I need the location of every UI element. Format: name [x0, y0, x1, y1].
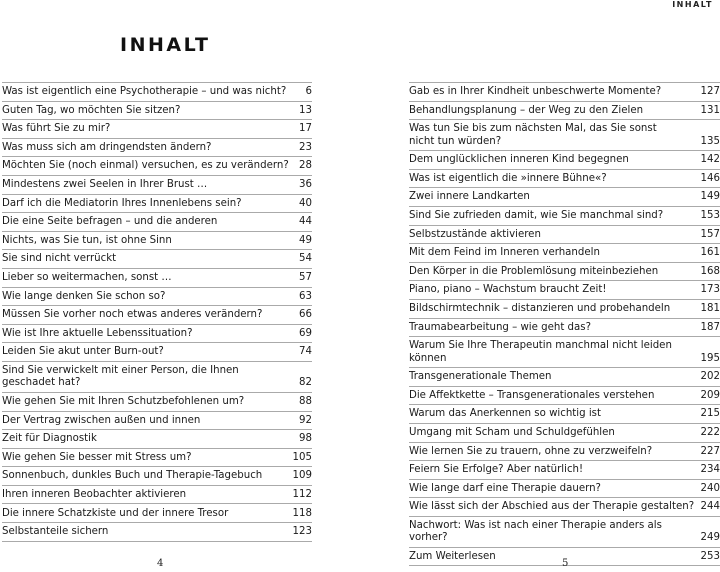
toc-entry-page: 227	[700, 445, 720, 457]
toc-entry-title: Warum das Anerkennen so wichtig ist	[409, 408, 601, 420]
toc-entry	[409, 480, 720, 499]
toc-entry-title: Dem unglücklichen inneren Kind begegnen	[409, 154, 629, 166]
toc-entry-page: 131	[700, 104, 720, 116]
toc-right-column	[409, 82, 720, 566]
toc-entry-page: 153	[700, 210, 720, 222]
toc-entry-page: 54	[299, 253, 312, 265]
toc-entry-page: 23	[299, 141, 312, 153]
toc-entry	[2, 232, 312, 251]
toc-entry-title: Wie gehen Sie mit Ihren Schutzbefohlenen um?	[2, 396, 245, 407]
toc-entry-title: Selbstanteile sichern	[2, 526, 109, 538]
toc-entry-page: 240	[700, 482, 720, 494]
page-title: INHALT	[120, 34, 211, 56]
toc-left-column	[2, 82, 312, 542]
toc-entry	[2, 362, 312, 393]
toc-entry-page: 74	[299, 346, 312, 358]
toc-entry-title: Zum Weiterlesen	[409, 550, 496, 562]
toc-entry-page: 92	[299, 414, 312, 426]
toc-entry	[409, 498, 720, 517]
toc-entry-page: 187	[700, 321, 720, 333]
toc-entry	[409, 102, 720, 121]
toc-entry-page: 234	[700, 464, 720, 476]
toc-entry-title: Zwei innere Landkarten	[409, 191, 530, 203]
toc-entry-title: Was ist eigentlich die »innere Bühne«?	[409, 172, 607, 184]
toc-entry	[2, 213, 312, 232]
toc-entry-title: Warum Sie Ihre Therapeutin manchmal nicht leiden können	[409, 340, 672, 364]
toc-entry-page: 88	[299, 396, 312, 407]
toc-entry-title: Selbstzustände aktivieren	[409, 228, 541, 240]
toc-entry	[2, 430, 312, 449]
toc-entry	[409, 461, 720, 480]
toc-entry	[2, 393, 312, 412]
toc-entry-page: 209	[700, 389, 720, 401]
toc-entry	[409, 443, 720, 462]
toc-entry-title: Sonnenbuch, dunkles Buch und Therapie-Tagebuch	[2, 470, 263, 482]
toc-entry-title: Transgenerationale Themen	[409, 371, 552, 383]
toc-entry-title: Darf ich die Mediatorin Ihres Innenlebens sein?	[2, 197, 242, 209]
toc-entry	[409, 170, 720, 189]
toc-entry	[2, 250, 312, 269]
toc-entry	[409, 188, 720, 207]
toc-entry-page: 66	[299, 309, 312, 321]
toc-entry-page: 118	[292, 507, 312, 519]
toc-entry-page: 40	[299, 197, 312, 209]
toc-entry	[2, 412, 312, 431]
toc-entry-page: 135	[700, 135, 720, 147]
toc-entry	[409, 207, 720, 226]
page-number-left: 4	[157, 558, 164, 569]
toc-entry-page: 82	[299, 377, 312, 389]
toc-entry-title: Umgang mit Scham und Schuldgefühlen	[409, 427, 615, 438]
page-number-right: 5	[562, 558, 569, 569]
toc-entry	[2, 288, 312, 307]
toc-entry-title: Wie lange darf eine Therapie dauern?	[409, 482, 601, 494]
toc-entry	[2, 523, 312, 542]
toc-entry-page: 215	[700, 408, 720, 420]
toc-entry-title: Möchten Sie (noch einmal) versuchen, es zu verändern?	[2, 160, 289, 172]
toc-entry	[2, 343, 312, 362]
toc-entry-page: 202	[700, 371, 720, 383]
toc-entry	[409, 517, 720, 548]
toc-entry-page: 146	[700, 172, 720, 184]
toc-entry-page: 112	[292, 488, 312, 500]
toc-entry	[2, 157, 312, 176]
toc-entry	[2, 467, 312, 486]
toc-entry-title: Gab es in Ihrer Kindheit unbeschwerte Momente?	[409, 86, 662, 98]
toc-entry-page: 127	[700, 86, 720, 98]
toc-entry-title: Die eine Seite befragen – und die anderen	[2, 216, 218, 228]
toc-entry-page: 123	[292, 526, 312, 538]
toc-entry	[409, 83, 720, 102]
toc-entry-page: 63	[299, 290, 312, 302]
toc-entry-title: Zeit für Diagnostik	[2, 433, 97, 445]
toc-entry	[409, 387, 720, 406]
toc-entry-page: 173	[700, 284, 720, 296]
toc-entry	[2, 486, 312, 505]
toc-entry-title: Nichts, was Sie tun, ist ohne Sinn	[2, 234, 172, 246]
toc-entry-page: 36	[299, 179, 312, 191]
toc-entry-title: Den Körper in die Problemlösung miteinbeziehen	[409, 265, 659, 277]
toc-entry-page: 161	[700, 247, 720, 259]
toc-entry-page: 105	[292, 451, 312, 463]
toc-entry-title: Sind Sie zufrieden damit, wie Sie manchmal sind?	[409, 210, 664, 222]
toc-entry	[2, 83, 312, 102]
toc-entry	[409, 319, 720, 338]
toc-entry-title: Ihren inneren Beobachter aktivieren	[2, 488, 187, 500]
toc-entry	[2, 449, 312, 468]
toc-entry	[409, 120, 720, 151]
toc-entry-title: Mit dem Feind im Inneren verhandeln	[409, 247, 600, 259]
toc-entry-page: 98	[299, 433, 312, 445]
toc-entry	[409, 244, 720, 263]
toc-entry-page: 57	[299, 272, 312, 284]
toc-entry-title: Was tun Sie bis zum nächsten Mal, das Sie sonst nicht tun würden?	[409, 123, 657, 147]
running-head: INHALT	[672, 0, 713, 9]
toc-entry-title: Behandlungsplanung – der Weg zu den Zielen	[409, 104, 644, 116]
toc-entry-page: 157	[700, 228, 720, 240]
toc-entry-page: 168	[700, 265, 720, 277]
toc-entry-title: Was ist eigentlich eine Psychotherapie – und was nicht?	[2, 86, 287, 98]
toc-entry-title: Leiden Sie akut unter Burn-out?	[2, 346, 164, 358]
toc-entry-page: 149	[700, 191, 720, 203]
toc-entry	[409, 337, 720, 368]
toc-entry-title: Sind Sie verwickelt mit einer Person, die Ihnen geschadet hat?	[2, 364, 239, 389]
toc-entry-title: Die Affektkette – Transgenerationales verstehen	[409, 389, 655, 401]
toc-entry-title: Guten Tag, wo möchten Sie sitzen?	[2, 104, 181, 116]
toc-entry-title: Wie gehen Sie besser mit Stress um?	[2, 451, 192, 463]
toc-entry-title: Nachwort: Was ist nach einer Therapie anders als vorher?	[409, 519, 662, 544]
toc-entry-title: Was führt Sie zu mir?	[2, 123, 111, 135]
toc-entry-page: 28	[299, 160, 312, 172]
toc-entry	[409, 281, 720, 300]
toc-entry-title: Müssen Sie vorher noch etwas anderes verändern?	[2, 309, 263, 321]
toc-entry-title: Lieber so weitermachen, sonst …	[2, 272, 172, 284]
toc-entry	[409, 151, 720, 170]
toc-entry-page: 244	[700, 501, 720, 513]
toc-entry	[409, 405, 720, 424]
toc-entry-page: 142	[700, 154, 720, 166]
toc-entry-page: 69	[299, 327, 312, 339]
toc-entry	[2, 306, 312, 325]
toc-entry	[409, 263, 720, 282]
toc-entry	[409, 424, 720, 443]
toc-entry-title: Bildschirmtechnik – distanzieren und probehandeln	[409, 303, 671, 315]
toc-entry	[2, 120, 312, 139]
toc-entry	[2, 102, 312, 121]
toc-entry-page: 44	[299, 216, 312, 228]
toc-entry	[2, 139, 312, 158]
toc-entry-title: Mindestens zwei Seelen in Ihrer Brust …	[2, 179, 208, 191]
toc-entry-title: Der Vertrag zwischen außen und innen	[2, 414, 201, 426]
toc-entry-page: 222	[700, 427, 720, 438]
toc-entry	[409, 300, 720, 319]
toc-entry	[2, 176, 312, 195]
toc-entry-title: Wie lange denken Sie schon so?	[2, 290, 166, 302]
toc-entry-title: Wie ist Ihre aktuelle Lebenssituation?	[2, 327, 193, 339]
toc-entry-title: Piano, piano – Wachstum braucht Zeit!	[409, 284, 607, 296]
toc-entry-title: Sie sind nicht verrückt	[2, 253, 117, 265]
toc-entry	[409, 368, 720, 387]
toc-entry-page: 195	[700, 352, 720, 364]
toc-entry-page: 6	[305, 86, 312, 98]
toc-entry	[2, 195, 312, 214]
toc-entry	[2, 269, 312, 288]
toc-entry-title: Wie lässt sich der Abschied aus der Therapie gestalten?	[409, 501, 695, 513]
toc-entry-page: 253	[700, 550, 720, 562]
toc-entry-page: 13	[299, 104, 312, 116]
toc-entry	[2, 325, 312, 344]
toc-entry-page: 109	[292, 470, 312, 482]
toc-entry-title: Traumabearbeitung – wie geht das?	[409, 321, 591, 333]
toc-entry-title: Wie lernen Sie zu trauern, ohne zu verzweifeln?	[409, 445, 653, 457]
toc-entry-page: 17	[299, 123, 312, 135]
toc-entry	[409, 226, 720, 245]
toc-entry	[2, 504, 312, 523]
toc-entry-title: Was muss sich am dringendsten ändern?	[2, 141, 212, 153]
toc-entry-page: 249	[700, 532, 720, 544]
toc-entry-page: 49	[299, 234, 312, 246]
toc-entry-title: Feiern Sie Erfolge? Aber natürlich!	[409, 464, 584, 476]
toc-entry-page: 181	[700, 303, 720, 315]
toc-entry-title: Die innere Schatzkiste und der innere Tresor	[2, 507, 229, 519]
